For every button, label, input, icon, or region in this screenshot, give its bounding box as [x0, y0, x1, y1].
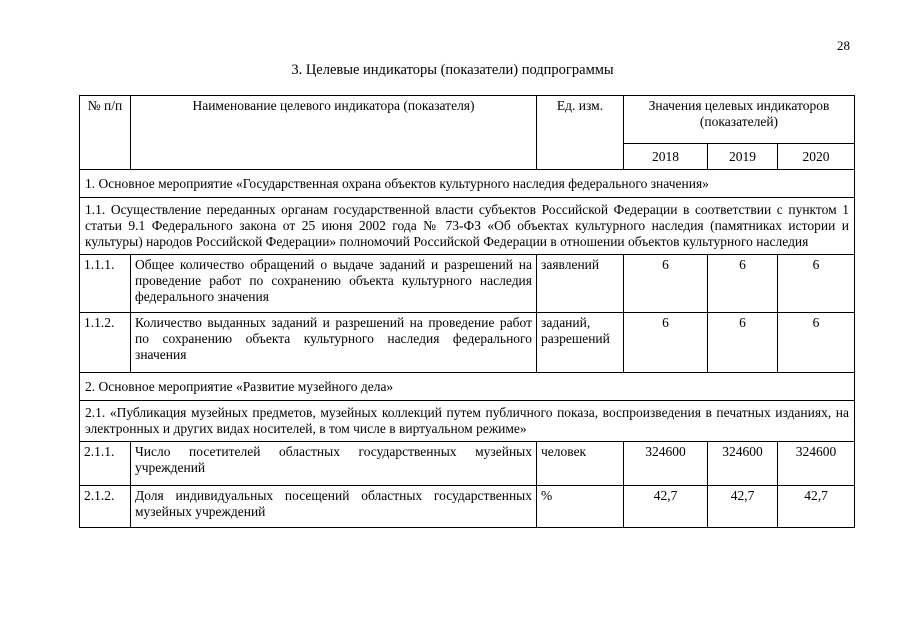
header-name: Наименование целевого индикатора (показателя)	[131, 96, 537, 170]
row-value-2018: 6	[624, 313, 708, 373]
row-name: Общее количество обращений о выдаче заданий и разрешений на проведение работ по сохранению объекта культурного наследия федерального значения	[131, 255, 537, 313]
row-value-2020: 6	[778, 313, 855, 373]
section-row: 1. Основное мероприятие «Государственная охрана объектов культурного наследия федерального значения»	[80, 170, 855, 198]
row-unit: заявлений	[537, 255, 624, 313]
row-value-2019: 42,7	[708, 486, 778, 528]
row-value-2020: 42,7	[778, 486, 855, 528]
row-num: 2.1.2.	[80, 486, 131, 528]
row-unit: человек	[537, 442, 624, 486]
header-year-2018: 2018	[624, 144, 708, 170]
subsection-row: 1.1. Осуществление переданных органам государственной власти субъектов Российской Федерации в соответствии с пунктом 1 статьи 9.1 Федерального закона от 25 июня 2002 года № 73-ФЗ «Об объектах культурного наследия (памятниках истории и культуры) народов Российской Федерации» полномочий Российской Федерации в отношении объектов культурного наследия	[80, 198, 855, 255]
row-value-2018: 324600	[624, 442, 708, 486]
row-value-2019: 6	[708, 255, 778, 313]
header-unit: Ед. изм.	[537, 96, 624, 170]
row-name: Количество выданных заданий и разрешений на проведение работ по сохранению объекта культурного наследия федерального значения	[131, 313, 537, 373]
row-unit: заданий, разрешений	[537, 313, 624, 373]
subsection-row: 2.1. «Публикация музейных предметов, музейных коллекций путем публичного показа, воспроизведения в печатных изданиях, на электронных и других видах носителей, в том числе в виртуальном режиме»	[80, 401, 855, 442]
header-year-2020: 2020	[778, 144, 855, 170]
header-values: Значения целевых индикаторов (показателей)	[624, 96, 855, 144]
row-value-2018: 6	[624, 255, 708, 313]
row-value-2019: 6	[708, 313, 778, 373]
row-value-2020: 6	[778, 255, 855, 313]
row-value-2018: 42,7	[624, 486, 708, 528]
row-name: Число посетителей областных государственных музейных учреждений	[131, 442, 537, 486]
section-title: 3. Целевые индикаторы (показатели) подпрограммы	[291, 62, 614, 78]
row-name: Доля индивидуальных посещений областных государственных музейных учреждений	[131, 486, 537, 528]
row-value-2019: 324600	[708, 442, 778, 486]
row-num: 1.1.2.	[80, 313, 131, 373]
header-year-2019: 2019	[708, 144, 778, 170]
section-row: 2. Основное мероприятие «Развитие музейного дела»	[80, 373, 855, 401]
indicators-table	[79, 95, 855, 528]
row-num: 2.1.1.	[80, 442, 131, 486]
row-value-2020: 324600	[778, 442, 855, 486]
header-num: № п/п	[80, 96, 131, 170]
page-number: 28	[837, 38, 850, 53]
row-num: 1.1.1.	[80, 255, 131, 313]
row-unit: %	[537, 486, 624, 528]
